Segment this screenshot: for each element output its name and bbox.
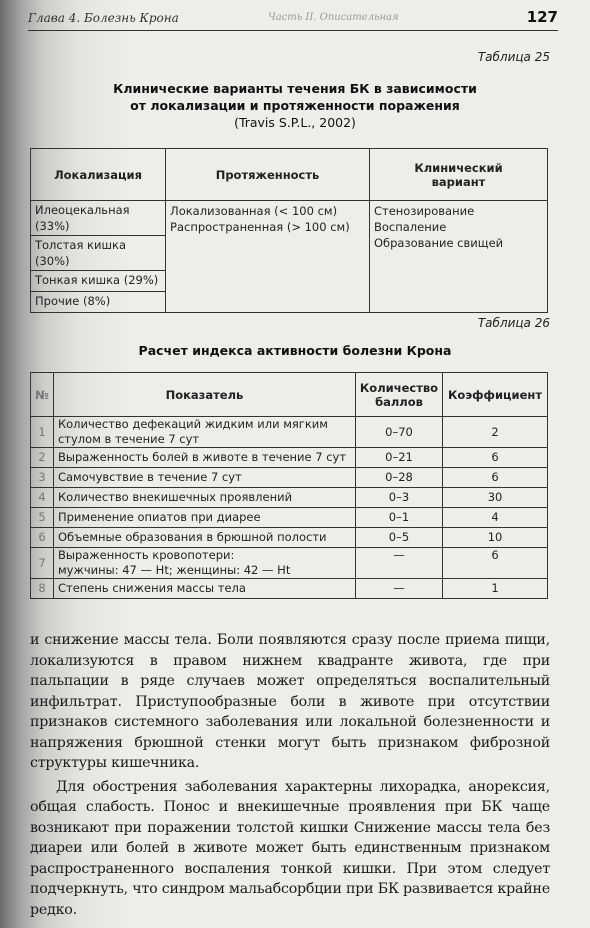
table26-header-row <box>31 373 548 417</box>
table26-row-points: — <box>355 548 442 579</box>
table25-extent-cell <box>166 201 370 313</box>
table26-row-num: 6 <box>31 528 54 548</box>
table26-row-num: 7 <box>31 548 54 579</box>
table26-row-points: — <box>355 579 442 599</box>
table26-row-points: 0–21 <box>355 448 442 468</box>
table26-header-points: Количество баллов <box>355 373 442 417</box>
table-row <box>31 201 548 236</box>
table-row <box>31 417 548 448</box>
table25-localization: Илеоцекальная (33%) <box>31 201 166 236</box>
table-row <box>31 488 548 508</box>
page-header <box>28 8 558 31</box>
table25-header-variant: Клинический вариант <box>369 149 547 201</box>
table25-variant-cell <box>369 201 547 313</box>
table25-localization: Прочие (8%) <box>31 292 166 313</box>
table25-title <box>60 80 530 131</box>
table25-source: (Travis S.P.L., 2002) <box>234 115 356 130</box>
table-row <box>31 579 548 599</box>
running-head: Глава 4. Болезнь Крона <box>28 11 179 25</box>
table25-variant-item: Образование свищей <box>373 236 504 250</box>
table25-localization: Толстая кишка (30%) <box>31 236 166 271</box>
table25-header-extent: Протяженность <box>166 149 370 201</box>
table26 <box>30 372 548 599</box>
table25-header-localization: Локализация <box>31 149 166 201</box>
table26-row-points: 0–70 <box>355 417 442 448</box>
table26-row-num: 8 <box>31 579 54 599</box>
table26-row-indicator-line2: мужчины: 47 — Ht; женщины: 42 — Ht <box>57 563 291 577</box>
table26-row-num: 5 <box>31 508 54 528</box>
table26-row-coef: 6 <box>443 448 548 468</box>
paragraph: и снижение массы тела. Боли появляются сразу после приема пищи, локализуются в правом нижнем квадранте живота, где при пальпации в ряде случаев может определяться воспалительный инфильтрат. Приступообразные боли в животе при отсутствии признаков системного заболевания или локальной болезненности и напряжения брюшной стенки могут быть признаком фиброзной структуры кишечника. <box>30 632 550 771</box>
table26-row-indicator: Степень снижения массы тела <box>53 579 355 599</box>
table26-row-indicator: Самочувствие в течение 7 сут <box>53 468 355 488</box>
table26-row-indicator: Выраженность болей в животе в течение 7 сут <box>53 448 355 468</box>
table-row <box>31 468 548 488</box>
table25-extent-item: Распространенная (> 100 см) <box>170 220 350 234</box>
table26-row-coef: 6 <box>443 548 548 579</box>
table25-variant-item: Стенозирование <box>373 204 475 218</box>
table26-row-coef: 2 <box>443 417 548 448</box>
running-head-ghost: Часть II. Описательная <box>268 12 399 23</box>
table25-localization: Тонкая кишка (29%) <box>31 271 166 292</box>
table26-row-points: 0–1 <box>355 508 442 528</box>
table25-label: Таблица 25 <box>477 50 550 64</box>
table26-header-coef: Коэффициент <box>443 373 548 417</box>
table26-label: Таблица 26 <box>477 316 550 330</box>
table26-row-indicator: Объемные образования в брюшной полости <box>53 528 355 548</box>
table26-row-num: 2 <box>31 448 54 468</box>
table26-row-points: 0–3 <box>355 488 442 508</box>
body-text <box>30 630 550 920</box>
table25 <box>30 148 548 313</box>
table26-header-num: № <box>31 373 54 417</box>
table26-row-indicator: Применение опиатов при диарее <box>53 508 355 528</box>
table26-row-num: 3 <box>31 468 54 488</box>
table26-row-indicator <box>53 548 355 579</box>
table25-variant-item: Воспаление <box>373 220 447 234</box>
table26-row-points: 0–28 <box>355 468 442 488</box>
table26-header-indicator: Показатель <box>53 373 355 417</box>
table26-row-num: 1 <box>31 417 54 448</box>
table-row <box>31 508 548 528</box>
table-row <box>31 448 548 468</box>
table26-row-points: 0–5 <box>355 528 442 548</box>
table26-row-num: 4 <box>31 488 54 508</box>
table25-extent-item: Локализованная (< 100 см) <box>170 204 338 218</box>
table26-row-coef: 10 <box>443 528 548 548</box>
table-row <box>31 548 548 579</box>
table26-row-coef: 30 <box>443 488 548 508</box>
table25-header-row <box>31 149 548 201</box>
table25-title-line2: от локализации и протяженности поражения <box>130 98 460 113</box>
table-row <box>31 528 548 548</box>
table26-row-coef: 1 <box>443 579 548 599</box>
table26-row-indicator: Количество внекишечных проявлений <box>53 488 355 508</box>
table25-title-line1: Клинические варианты течения БК в зависимости <box>113 81 477 96</box>
paragraph: Для обострения заболевания характерны лихорадка, анорексия, общая слабость. Понос и внекишечные проявления при БК чаще возникают при поражении толстой кишки Снижение массы тела без диареи или болей в животе может быть единственным признаком распространенного воспаления тонкой кишки. При этом следует подчеркнуть, что синдром мальабсорбции при БК развивается крайне редко. <box>30 778 550 918</box>
page-number: 127 <box>526 8 558 26</box>
table26-row-indicator-line1: Выраженность кровопотери: <box>57 548 235 562</box>
table26-title: Расчет индекса активности болезни Крона <box>138 343 452 358</box>
table26-row-coef: 6 <box>443 468 548 488</box>
table26-row-coef: 4 <box>443 508 548 528</box>
table26-row-indicator: Количество дефекаций жидким или мягким стулом в течение 7 сут <box>53 417 355 448</box>
